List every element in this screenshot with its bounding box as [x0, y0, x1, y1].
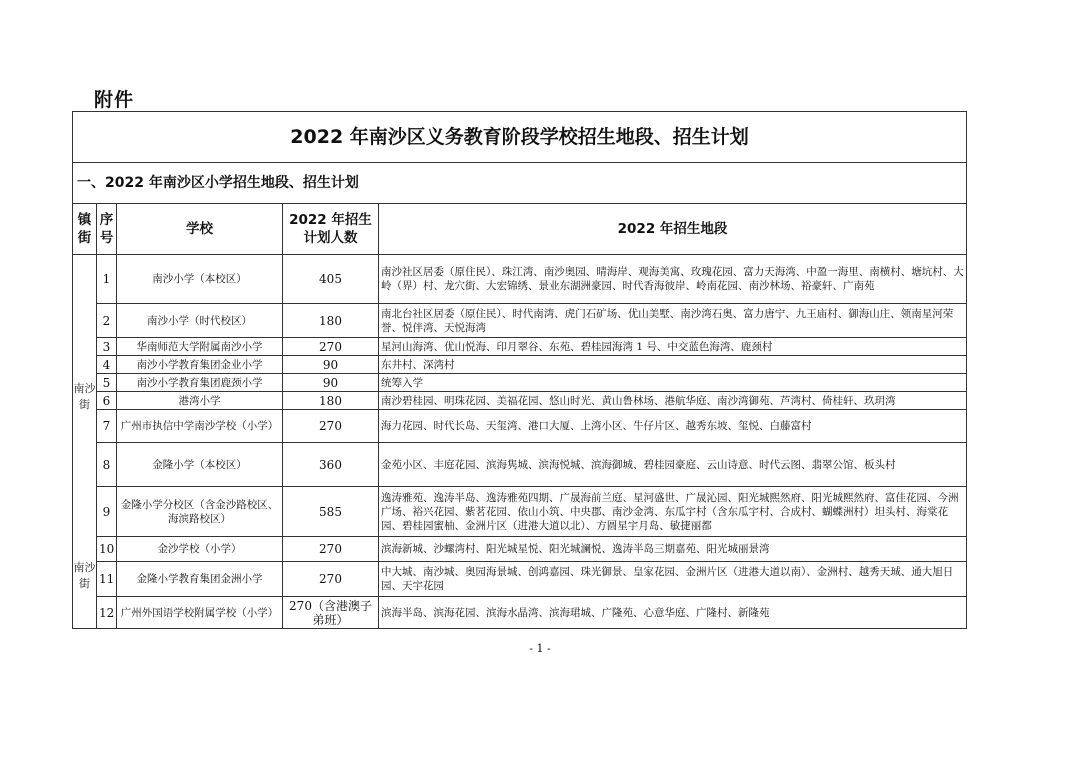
- row-number: 5: [97, 374, 117, 392]
- row-number: 8: [97, 443, 117, 487]
- page-number: - 1 -: [529, 642, 551, 655]
- document-title: 2022 年南沙区义务教育阶段学校招生地段、招生计划: [73, 112, 967, 163]
- table-row: [73, 374, 967, 392]
- enrollment-area: 滨海半岛、滨海花园、滨海水晶湾、滨海珺城、广隆苑、心意华庭、广隆村、新隆苑: [379, 597, 967, 629]
- enrollment-area: 海力花园、时代长岛、天玺湾、港口大厦、上湾小区、牛仔片区、越秀东坡、玺悦、白藤富村: [379, 410, 967, 443]
- row-number: 6: [97, 392, 117, 410]
- enrollment-area: 南沙社区居委（原住民）、珠江湾、南沙奥园、晴海岸、观海美寓、玫瑰花园、富力天海湾、中盈一海里、南横村、塘坑村、大岭（界）村、龙穴街、大宏锦绣、景业东湖洲豪园、时代香海彼岸、岭南花园、南沙林场、裕豪轩、广南苑: [379, 255, 967, 304]
- enrollment-area: 星河山海湾、优山悦海、印月翠谷、东苑、碧桂园海湾 1 号、中交蓝色海湾、鹿颈村: [379, 338, 967, 356]
- header-index: 序号: [97, 204, 117, 255]
- school-name: 南沙小学（本校区）: [117, 255, 283, 304]
- row-number: 10: [97, 537, 117, 562]
- header-plan: 2022 年招生计划人数: [283, 204, 379, 255]
- town-label: 南沙街: [73, 382, 96, 411]
- table-row: [73, 597, 967, 629]
- enrollment-table: [72, 111, 967, 629]
- plan-count: 270: [283, 562, 379, 597]
- enrollment-area: 东井村、深湾村: [379, 356, 967, 374]
- enrollment-area: 统筹入学: [379, 374, 967, 392]
- plan-count: 270: [283, 410, 379, 443]
- plan-count: 180: [283, 392, 379, 410]
- school-name: 金隆小学分校区（含金沙路校区、海滨路校区）: [117, 487, 283, 537]
- table-row: [73, 410, 967, 443]
- school-name: 南沙小学（时代校区）: [117, 304, 283, 338]
- school-name: 金隆小学教育集团金洲小学: [117, 562, 283, 597]
- plan-count: 270: [283, 338, 379, 356]
- enrollment-area: 逸涛雅苑、逸涛半岛、逸涛雅苑四期、广晟海前兰庭、星河盛世、广晟沁园、阳光城熙然府、阳光城熙然府、富佳花园、今洲广场、裕兴花园、紫茗花园、依山小筑、中央郡、南沙金湾、东瓜宇村（含东瓜宇村、合成村、蝴蝶洲村）坦头村、海棠花园、碧桂园蜜柚、金洲片区（进港大道以北）、方圆星宇月岛、敏捷丽都: [379, 487, 967, 537]
- header-school: 学校: [117, 204, 283, 255]
- school-name: 广州市执信中学南沙学校（小学）: [117, 410, 283, 443]
- plan-count: 270（含港澳子弟班）: [283, 597, 379, 629]
- section-heading: 一、2022 年南沙区小学招生地段、招生计划: [73, 163, 967, 204]
- table-row: [73, 443, 967, 487]
- town-label: 南沙街: [73, 561, 96, 590]
- school-name: 南沙小学教育集团金业小学: [117, 356, 283, 374]
- table-row: [73, 255, 967, 304]
- plan-count: 585: [283, 487, 379, 537]
- table-row: [73, 304, 967, 338]
- table-row: [73, 537, 967, 562]
- row-number: 4: [97, 356, 117, 374]
- enrollment-area: 南北台社区居委（原住民）、时代南湾、虎门石矿场、优山美墅、南沙湾石奥、富力唐宁、九王庙村、御海山庄、领南星河荣誉、悦伴湾、天悦海湾: [379, 304, 967, 338]
- table-row: [73, 338, 967, 356]
- school-name: 港湾小学: [117, 392, 283, 410]
- enrollment-area: 中大城、南沙城、奥园海景城、创鸿嘉园、珠光御景、皇家花园、金洲片区（进港大道以南）、金洲村、越秀天珹、通大旭日园、天宇花园: [379, 562, 967, 597]
- school-name: 华南师范大学附属南沙小学: [117, 338, 283, 356]
- header-town: 镇街: [73, 204, 97, 255]
- school-name: 广州外国语学校附属学校（小学）: [117, 597, 283, 629]
- row-number: 9: [97, 487, 117, 537]
- header-area: 2022 年招生地段: [379, 204, 967, 255]
- row-number: 11: [97, 562, 117, 597]
- row-number: 2: [97, 304, 117, 338]
- row-number: 7: [97, 410, 117, 443]
- attachment-label: 附件: [94, 89, 135, 111]
- table-row: [73, 562, 967, 597]
- plan-count: 90: [283, 374, 379, 392]
- school-name: 南沙小学教育集团鹿颈小学: [117, 374, 283, 392]
- plan-count: 360: [283, 443, 379, 487]
- row-number: 1: [97, 255, 117, 304]
- row-number: 12: [97, 597, 117, 629]
- table-row: [73, 392, 967, 410]
- town-cell: [73, 255, 97, 629]
- table-row: [73, 356, 967, 374]
- row-number: 3: [97, 338, 117, 356]
- enrollment-area: 南沙碧桂园、明珠花园、美福花园、悠山时光、黄山鲁林场、港航华庭、南沙湾御苑、芦湾村、倚桂轩、玖玥湾: [379, 392, 967, 410]
- plan-count: 180: [283, 304, 379, 338]
- school-name: 金沙学校（小学）: [117, 537, 283, 562]
- enrollment-area: 金苑小区、丰庭花园、滨海隽城、滨海悦城、滨海御城、碧桂园豪庭、云山诗意、时代云图、翡翠公馆、板头村: [379, 443, 967, 487]
- plan-count: 405: [283, 255, 379, 304]
- table-row: [73, 487, 967, 537]
- plan-count: 90: [283, 356, 379, 374]
- enrollment-area: 滨海新城、沙螺湾村、阳光城星悦、阳光城澜悦、逸涛半岛三期嘉苑、阳光城丽景湾: [379, 537, 967, 562]
- plan-count: 270: [283, 537, 379, 562]
- school-name: 金隆小学（本校区）: [117, 443, 283, 487]
